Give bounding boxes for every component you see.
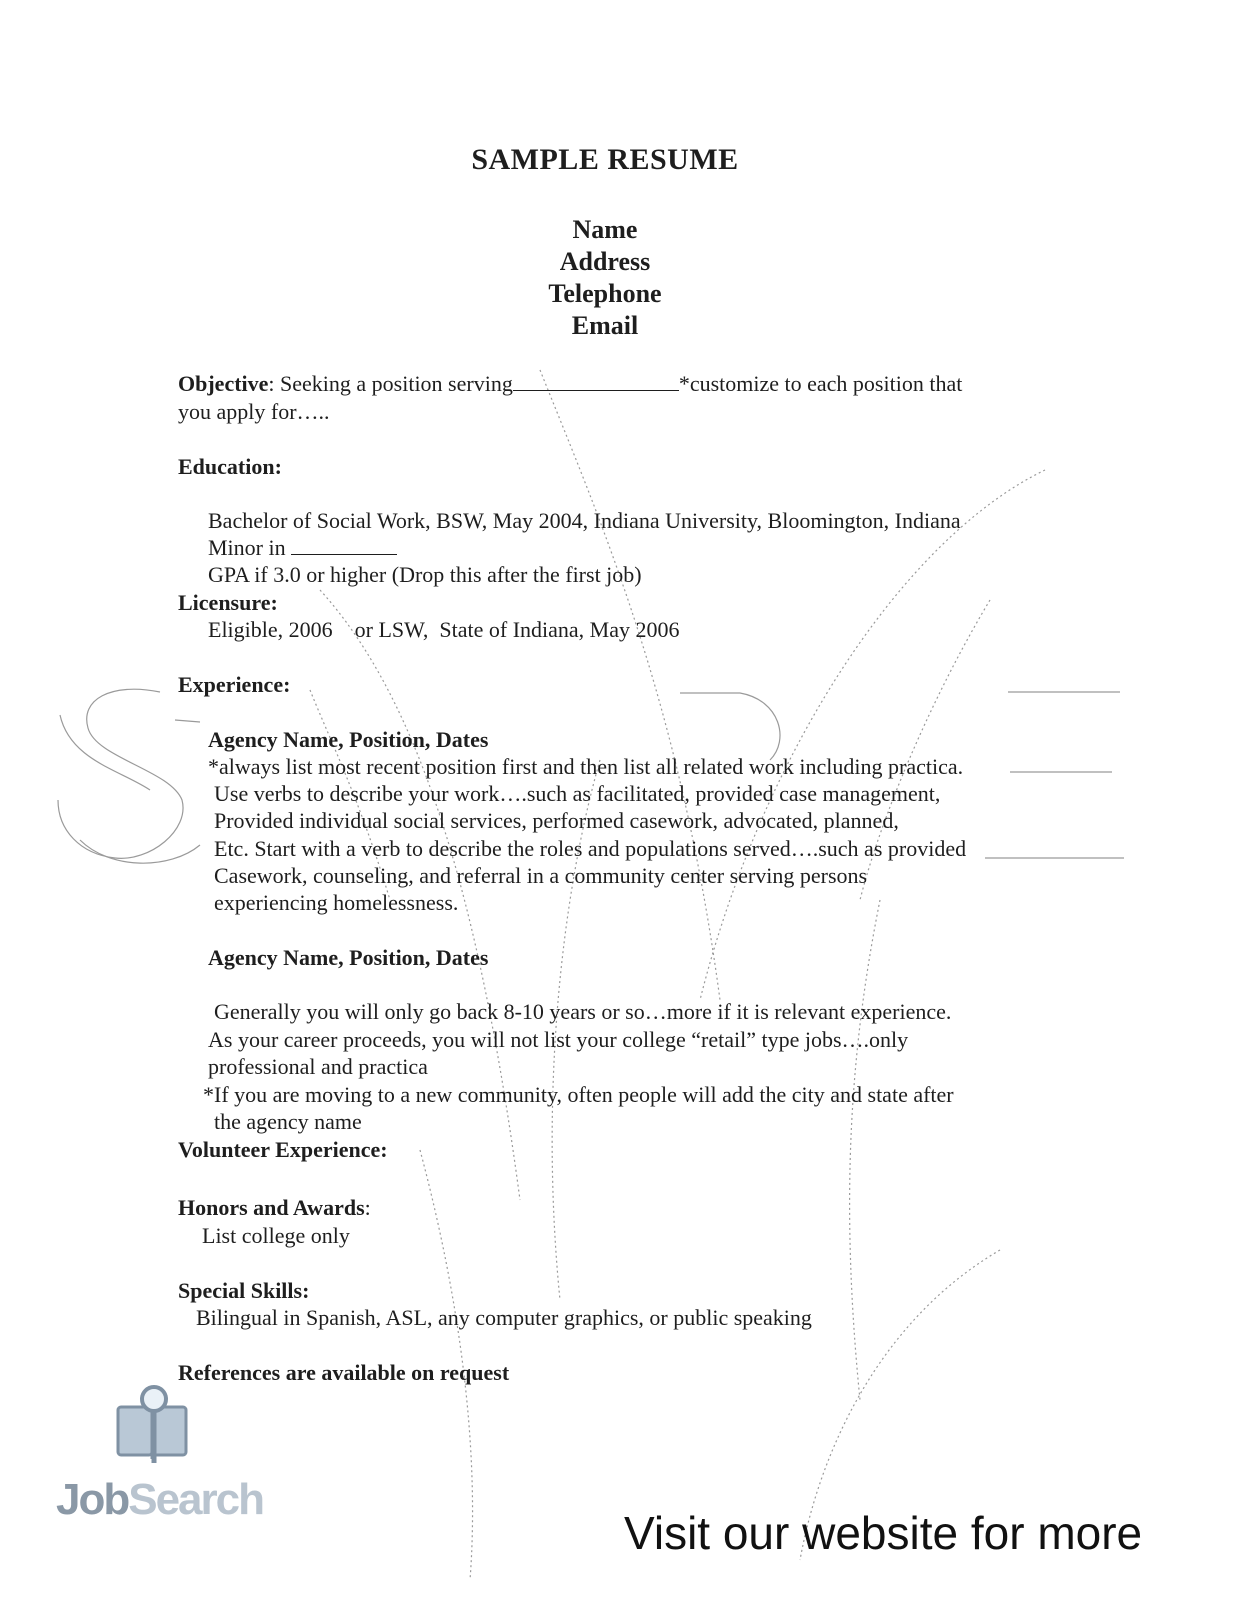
- education-heading: Education:: [178, 454, 282, 479]
- contact-email: Email: [571, 311, 639, 340]
- experience-2-line: *If you are moving to a new community, often people will add the city and state after: [203, 1082, 954, 1107]
- minor-blank: [291, 536, 397, 555]
- jobsearch-logo: [56, 1385, 263, 1525]
- experience-1-line: Etc. Start with a verb to describe the roles and populations served….such as provided: [214, 836, 967, 861]
- resume-title: SAMPLE RESUME: [471, 143, 739, 176]
- wordmark-job: Job: [56, 1475, 129, 1524]
- contact-telephone: Telephone: [548, 279, 662, 308]
- experience-2-line: professional and practica: [208, 1054, 428, 1079]
- skills-heading: Special Skills:: [178, 1278, 310, 1303]
- experience-1-line: *always list most recent position first and then list all related work including practica.: [208, 754, 964, 779]
- objective-blank: [513, 372, 679, 391]
- agency-1-heading: Agency Name, Position, Dates: [208, 727, 489, 752]
- education-degree: Bachelor of Social Work, BSW, May 2004, Indiana University, Bloomington, Indiana: [208, 508, 961, 533]
- experience-1-line: Casework, counseling, and referral in a community center serving persons: [214, 863, 868, 888]
- contact-name: Name: [572, 215, 638, 244]
- licensure-heading: Licensure:: [178, 590, 278, 615]
- jobsearch-wordmark: [56, 1475, 263, 1525]
- experience-1-line: Provided individual social services, performed casework, advocated, planned,: [214, 808, 899, 833]
- experience-1-line: experiencing homelessness.: [214, 890, 459, 915]
- wordmark-search: Search: [128, 1475, 263, 1524]
- experience-2-line: the agency name: [214, 1109, 362, 1134]
- experience-2-line: Generally you will only go back 8-10 years or so…more if it is relevant experience.: [214, 999, 952, 1024]
- objective-note: *customize to each position that: [678, 371, 963, 396]
- honors-heading-line: [178, 1195, 371, 1221]
- experience-heading: Experience:: [178, 672, 291, 697]
- agency-2-heading: Agency Name, Position, Dates: [208, 945, 489, 970]
- volunteer-heading: Volunteer Experience:: [178, 1137, 388, 1162]
- skills-line: Bilingual in Spanish, ASL, any computer graphics, or public speaking: [196, 1305, 812, 1330]
- honors-heading: Honors and Awards: [178, 1195, 365, 1220]
- education-gpa: GPA if 3.0 or higher (Drop this after the first job): [208, 562, 642, 587]
- contact-address: Address: [559, 247, 651, 276]
- objective-line-2: you apply for…..: [178, 399, 330, 424]
- experience-1-line: Use verbs to describe your work….such as facilitated, provided case management,: [214, 781, 941, 806]
- experience-2-line: As your career proceeds, you will not list your college “retail” type jobs….only: [208, 1027, 909, 1052]
- honors-line: List college only: [202, 1223, 350, 1248]
- objective-text: : Seeking a position serving: [268, 371, 513, 396]
- contact-block: [0, 214, 1210, 342]
- objective-line: [178, 371, 962, 397]
- licensure-line: Eligible, 2006 or LSW, State of Indiana, May 2006: [208, 617, 680, 642]
- minor-label: Minor in: [208, 535, 286, 560]
- visit-website-banner[interactable]: Visit our website for more: [624, 1507, 1143, 1559]
- references-line: References are available on request: [178, 1360, 510, 1385]
- book-magnifier-icon: [114, 1385, 254, 1475]
- honors-colon: :: [364, 1195, 371, 1220]
- education-minor: [208, 535, 397, 561]
- objective-label: Objective: [178, 371, 269, 396]
